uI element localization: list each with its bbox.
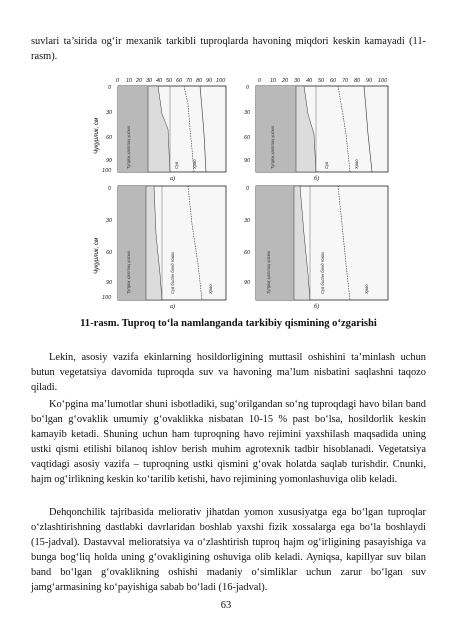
tick: 70 <box>342 78 349 84</box>
panel-label-b-bottom: б) <box>314 304 320 310</box>
tick: 90 <box>244 158 251 164</box>
depth-axis-label-bottom: Чуқурлик, см <box>94 237 100 274</box>
svg-text:Сув: Сув <box>174 161 179 169</box>
tick: 0 <box>258 78 262 84</box>
tick: 30 <box>244 218 251 224</box>
tick: 60 <box>244 135 251 141</box>
panel-bottom-right <box>256 186 388 300</box>
tick: 80 <box>354 78 361 84</box>
tick: 0 <box>108 186 112 192</box>
tick: 100 <box>378 78 388 84</box>
svg-text:Ҳаво: Ҳаво <box>192 159 197 169</box>
tick: 90 <box>106 280 113 286</box>
soil-composition-figure <box>88 74 400 310</box>
page-number: 63 <box>220 600 232 611</box>
tick: 100 <box>102 168 112 174</box>
panel-label-b-top: б) <box>314 176 320 182</box>
tick: 60 <box>106 250 113 256</box>
tick: 90 <box>106 158 113 164</box>
tick: 0 <box>246 85 250 91</box>
depth-axis-bottom-left <box>102 186 113 301</box>
depth-axis-bottom-right <box>244 186 251 286</box>
tick: 10 <box>126 78 133 84</box>
svg-text:Тупроқ қаттиқ қисми: Тупроқ қаттиқ қисми <box>126 251 131 294</box>
svg-text:Сув: Сув <box>324 161 329 169</box>
svg-text:Ҳаво: Ҳаво <box>364 284 369 294</box>
svg-text:Тупроқ қаттиқ қисми: Тупроқ қаттиқ қисми <box>126 126 131 169</box>
tick: 60 <box>244 250 251 256</box>
tick: 80 <box>196 78 203 84</box>
tick: 40 <box>156 78 163 84</box>
tick: 40 <box>306 78 313 84</box>
svg-text:Сув билан банд ғовак: Сув билан банд ғовак <box>320 251 325 294</box>
tick: 30 <box>294 78 301 84</box>
svg-text:Тупроқ қаттиқ қисми: Тупроқ қаттиқ қисми <box>270 126 275 169</box>
tick: 0 <box>246 186 250 192</box>
tick: 50 <box>166 78 173 84</box>
tick: 30 <box>244 110 251 116</box>
tick: 10 <box>270 78 277 84</box>
tick: 90 <box>366 78 373 84</box>
tick: 30 <box>106 110 113 116</box>
tick: 100 <box>102 295 112 301</box>
panel-label-a-bottom: а) <box>170 304 175 310</box>
tick: 20 <box>136 78 143 84</box>
svg-text:Ҳаво: Ҳаво <box>354 159 359 169</box>
depth-axis-label-top: Чуқурлик, см <box>94 117 100 154</box>
top-paragraph: suvlari ta’sirida og‘ir mexanik tarkibli tuproqlarda havoning miqdori keskin kamayadi (11-rasm). <box>31 36 426 63</box>
body-paragraph-1: Lekin, asosiy vazifa ekinlarning hosildorligining muttasil oshishini ta’minlash uchun butun vegetatsiya davomida tuproqda suv va havoning ma’lum nisbatini saqlashni taqozo qiladi. <box>31 352 426 394</box>
tick: 60 <box>176 78 183 84</box>
tick: 0 <box>116 78 120 84</box>
tick: 90 <box>206 78 213 84</box>
tick: 30 <box>106 218 113 224</box>
top-axis-right <box>258 78 388 84</box>
svg-text:Сув билан банд ғовак: Сув билан банд ғовак <box>170 251 175 294</box>
panel-bottom-left <box>118 186 226 300</box>
top-axis-left <box>116 78 226 84</box>
tick: 0 <box>108 85 112 91</box>
tick: 100 <box>216 78 226 84</box>
tick: 60 <box>330 78 337 84</box>
tick: 50 <box>318 78 325 84</box>
depth-axis-top-left <box>102 85 113 174</box>
tick: 20 <box>282 78 289 84</box>
body-paragraph-3: Dehqonchilik tajribasida meliorativ jihatdan yomon xususiyatga ega bo‘lgan tuproqlar o‘zlashtirishning dastlabki davrlaridan boshlab yaxshi fizik xossalarga ega bo‘la boshlaydi (15-jadval). Dastavval melioratsiya va o‘zlashtirish tuproq hajm og‘irligining pasayishiga va bunga bog‘liq holda uning g‘ovakligining oshuviga olib keladi. Ayniqsa, kapillyar suv bilan band bo‘lgan g‘ovaklikning oshishi madaniy o‘simliklar uchun zarur bo‘lgan suv jamg‘armasining ko‘payishiga sabab bo‘ladi (16-jadval). <box>31 507 426 594</box>
panel-label-a-top: а) <box>170 176 175 182</box>
svg-text:Ҳаво: Ҳаво <box>208 284 213 294</box>
depth-axis-top-right <box>244 85 251 164</box>
tick: 90 <box>244 280 251 286</box>
tick: 60 <box>106 135 113 141</box>
svg-text:Тупроқ қаттиқ қисми: Тупроқ қаттиқ қисми <box>266 251 271 294</box>
figure-caption: 11-rasm. Tuproq to‘la namlanganda tarkibiy qismining o‘zgarishi <box>80 318 377 329</box>
tick: 30 <box>146 78 153 84</box>
tick: 70 <box>186 78 193 84</box>
panel-top-right <box>256 86 388 172</box>
body-paragraph-2: Ko‘pgina ma’lumotlar shuni isbotladiki, sug‘orilgandan so‘ng tuproqdagi havo bilan band bo‘lgan g‘ovaklik umumiy g‘ovaklikka nisbatan 10-15 % past bo‘lsa, hosildorlik keskin kamayib ketadi. Shuning uchun ham tuproqning havo rejimini yaxshilash maqsadida uning ustki qismi etilishi bilanoq ishlov berish muhim agrotexnik tadbir hisoblanadi. Vegetatsiya vaqtidagi asosiy vazifa – tuproqning ustki qismini g‘ovak holatda saqlab turishdir. Cnunki, hajm og‘irlikning keskin ko‘tarilib ketishi, havo rejimining yomonlashuviga olib keladi. <box>31 399 426 486</box>
panel-top-left <box>118 86 226 172</box>
